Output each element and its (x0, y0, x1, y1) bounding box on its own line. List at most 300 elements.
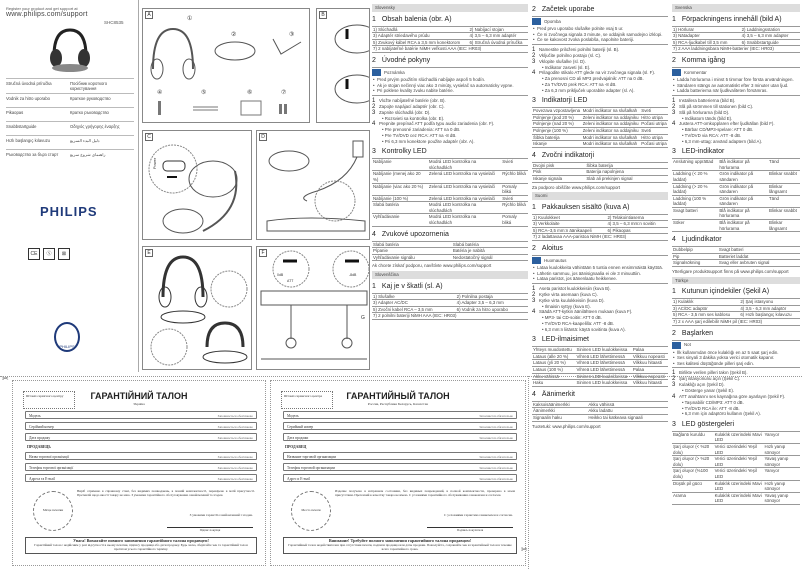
table-row (372, 313, 528, 320)
table-cell: 5) RCA–3,5 mm:n äänikaapeli (532, 227, 606, 234)
field-label: Дата продажу (29, 436, 51, 440)
table-cell: Nabíjanie (menej ako 20 %) (372, 171, 428, 183)
field-label: Адреса та E-mail (29, 477, 55, 481)
language-row (6, 78, 134, 93)
section-heading (672, 56, 800, 65)
form-field-shop-name[interactable] (25, 452, 257, 460)
table-cell: Akku ladattu (587, 408, 668, 415)
language-label: Snabbstartguide (6, 124, 37, 129)
step-text: Zapnite slúchadlá (obr. D). (379, 109, 431, 115)
section-heading (672, 287, 800, 296)
note-header (672, 342, 800, 349)
field-hint: Заполняется обязательно (479, 414, 513, 418)
table-cell: Rýchlo bliká (501, 171, 528, 183)
step-text: Kytke virta kuulokkeisiin (kuva D). (539, 297, 605, 303)
label-g: G (361, 315, 365, 321)
table-row (372, 293, 528, 300)
step-text: Slå på strömmen till stationen (bild C). (679, 103, 754, 109)
table-cell: Slabá batéria (372, 241, 452, 248)
support-url[interactable]: www.philips.com/support (6, 11, 88, 18)
info-table (372, 241, 528, 262)
warning-text: Гарантійний талон є недійсним у разі відсутності в ньому печатки, підпису продавця або дати продажу. Будь ласка, зберігайте чек та гарантійний талон протягом усього гарантійного терміну. (34, 543, 248, 552)
warranty-country: Україна (133, 402, 145, 406)
table-row (672, 299, 800, 306)
service-stamp-box: Штамп сервисного центра (281, 391, 333, 409)
table-cell: Anslutning upprättad (672, 159, 718, 171)
table-cell: Lataus (alle 20 %) (532, 353, 576, 360)
table-row (532, 380, 668, 387)
table-cell: Vyhľadávanie signálu (372, 254, 452, 261)
section-number: 4 (672, 236, 676, 244)
table-cell: Modrá LED kontrolka na slúchadlách (428, 159, 501, 171)
table-cell: 4) Adapter 3,5 – 6,3 mm (456, 300, 528, 307)
table-cell: Laddning (100 % laddat) (672, 195, 718, 207)
section-title: Začetek uporabe (541, 6, 595, 13)
form-field-shop-phone[interactable] (283, 463, 517, 471)
table-row (372, 300, 528, 307)
step-number: 3 (532, 297, 536, 304)
table-row (672, 26, 800, 33)
form-field-serial[interactable] (25, 422, 257, 430)
table-row (532, 221, 668, 228)
table-row (372, 26, 528, 33)
section-number: 4 (532, 390, 536, 398)
section-heading (372, 282, 528, 291)
agreement-text: З умовами гарантії ознайомлений і згоден. (189, 513, 253, 517)
table-cell: Yavaş yanıp sönüyor (763, 456, 800, 468)
column-slovenian-finnish (532, 2, 668, 567)
service-stamp-box: Штамп сервісного центру (23, 391, 75, 409)
info-table (372, 26, 528, 53)
cover-panel (0, 0, 138, 372)
step-text: • MP3- tai CD-soitin: ATT 0 dB. (542, 315, 602, 321)
step-number: 1 (372, 97, 376, 104)
step-item (372, 139, 528, 145)
step-text: Kulaklığı açın (Şekil D). (679, 382, 725, 388)
table-cell: Hitro utripa (640, 134, 668, 141)
table-cell: Svagt batteri (672, 207, 718, 219)
table-cell: Blinkar snabbt (768, 207, 800, 219)
table-cell: Nabíjanie (viac ako 20 %) (372, 183, 428, 195)
table-cell: Nedostatočný signál (452, 254, 528, 261)
step-text: Birlikte verilen pilleri takın (Şekil B). (679, 370, 748, 376)
note-icon (532, 18, 541, 25)
table-row (672, 220, 800, 232)
section-number: 3 (532, 336, 536, 344)
table-cell: 1) Kulaklık (672, 299, 739, 306)
info-table (532, 214, 668, 241)
step-text: • TV/DVD via RCA: ATT -8 dB. (682, 132, 742, 138)
table-cell: 2) Şarj istasyonu (739, 299, 800, 306)
section-heading (532, 203, 668, 212)
step-number: 2 (672, 103, 676, 110)
att-switch-illustration (257, 247, 369, 369)
info-table (672, 246, 800, 267)
warning-text: Гарантийный талон недействителен при отсутствии печати, подписи продавца или даты продажи. Пожалуйста, сохраняйте чек и гарантийный талон в течение всего гарантийного срока. (288, 543, 512, 552)
field-hint: Заповнюється обов'язково (217, 425, 253, 429)
table-row (532, 114, 668, 121)
section-title: Indikatorji LED (541, 97, 588, 105)
table-row (672, 312, 800, 319)
table-cell: Sininen LED kuulokkeissa (576, 347, 632, 354)
section-heading (532, 151, 668, 160)
section-title: Ljudindikator (681, 236, 722, 244)
step-text: Zapojte napájací adaptér (obr. C). (379, 103, 445, 109)
form-field-date[interactable] (283, 433, 517, 441)
table-cell: Haku (532, 380, 576, 387)
support-text: Tuotetuki: www.philips.com/support (532, 423, 601, 429)
table-row (672, 33, 800, 40)
step-text: • 6,3 mm:n liitäntä: käytä sovitinta (kuva A). (542, 326, 626, 332)
philips-shield-logo: PHILIPS (54, 322, 80, 352)
table-row (532, 121, 668, 128)
note-icon (672, 69, 681, 76)
table-cell: Pomaly bliká (501, 214, 528, 226)
form-field-shop-name[interactable] (283, 452, 517, 460)
table-cell: Modri indikator na slušalkah (582, 141, 641, 148)
language-label: Посібник короткого користування (70, 81, 108, 91)
figure-label: E (145, 249, 153, 257)
step-text: • Za prenosni CD ali MP3 predvajalnik: ATT na 0 dB. (542, 76, 644, 82)
figure-label: F (259, 249, 267, 257)
section-number: 3 (672, 148, 676, 156)
form-field-serial[interactable] (283, 422, 517, 430)
support-text: Za podporo obiščite www.philips.com/support (532, 184, 621, 190)
divider (138, 0, 139, 372)
language-row (6, 135, 134, 149)
note-item: • Če ni zvočnega signala 3 minute, se oddajnik samodejno izklopi. (532, 32, 668, 38)
note-list (372, 77, 528, 94)
step-number: 3 (672, 109, 676, 116)
power-switch-illustration (143, 131, 251, 239)
note-list (672, 77, 800, 94)
signature-line[interactable]: Подпись покупателя (427, 527, 513, 532)
table-cell: Nabíjanie (372, 159, 428, 171)
table-cell: Yanıyor (763, 468, 800, 480)
note-list (532, 26, 668, 43)
step-text: Slå på hörlurarna (bild D). (679, 109, 730, 115)
table-cell: Kaksoisäänimerkki (532, 401, 587, 408)
table-row (532, 141, 668, 148)
section-title: Kaj je v škatli (sl. A) (381, 282, 443, 290)
table-row (532, 360, 668, 367)
info-table (372, 158, 528, 227)
table-row (372, 33, 528, 40)
step-text: Installera batterierna (bild B). (679, 97, 736, 103)
table-row (532, 234, 668, 241)
field-label: Адрес и E-mail (287, 477, 310, 481)
language-label: Краткое руководство (70, 96, 111, 101)
register-text: Register your product and get support at (6, 6, 78, 11)
table-cell: Vihreä LED lähettimessä (576, 367, 632, 374)
note-item: • Ladda batterierna när ljudkvaliteten försämras. (672, 88, 800, 94)
note-icon (532, 257, 541, 264)
note-list (672, 350, 800, 367)
table-cell: Sveti (640, 108, 668, 115)
table-cell: 4) 3,5 – 6,3 mm adaptér (468, 33, 528, 40)
table-cell: Pomaly bliká (501, 183, 528, 195)
warranty-card-ua (12, 380, 266, 566)
language-label: دليل البدء السريع (70, 138, 100, 143)
table-cell: Kulaklık üzerindeki Mavi LED (714, 480, 762, 492)
form-field-model[interactable] (283, 411, 517, 419)
agreement-text: С условиями гарантии ознакомлен и согласен. (444, 513, 513, 517)
section-number: 3 (532, 97, 536, 105)
table-cell: Pip (672, 253, 718, 260)
table-cell: Počasi utripa (641, 141, 667, 147)
table-row (672, 171, 800, 183)
note-item: • Ladda hörlurarna i minst 5 timmar före första användningen. (672, 77, 800, 83)
table-cell: 5) Zvukový kábel RCA a 3,5 mm konektorom (372, 39, 468, 46)
table-cell: Šibka baterija (532, 134, 582, 141)
table-cell: Söker (672, 220, 718, 232)
section-number: 1 (372, 282, 376, 290)
item-number: ② (231, 32, 237, 38)
att-0db-label: 0dB (277, 273, 284, 277)
table-cell: Kulaklık üzerindeki Mavi LED (714, 431, 762, 443)
table-cell: Bağlantı kuruldu (672, 431, 714, 443)
step-number: 1 (672, 97, 676, 104)
table-cell: Povezava vzpostavljena (533, 108, 581, 114)
field-hint: Заполняется обязательно (479, 436, 513, 440)
section-title: Başlarken (681, 329, 714, 337)
table-cell: 5) RCA - 3,5 mm ses kablosu (672, 312, 739, 319)
step-item (532, 327, 668, 333)
table-cell: Verici üzerindeki Yeşil LED (714, 456, 764, 468)
field-label: Телефон торгової організації (29, 466, 74, 470)
info-table (672, 298, 800, 325)
table-cell: Akku vähissä (532, 373, 576, 380)
table-cell: Vilkkuu nopeasti (632, 353, 668, 360)
note-item: • Ses sinyali 3 dakika yoksa verici otomatik kapanır. (672, 355, 800, 361)
table-cell: Šibka baterija (585, 162, 668, 169)
step-text: • Rozsvieti sa kontrolka (obr. E). (382, 115, 445, 121)
language-label: Pikaopas (6, 110, 24, 115)
table-cell: Svag eller avbruten signal (718, 260, 800, 267)
power-connection-illustration (257, 131, 369, 239)
step-number: 1 (672, 370, 676, 377)
form-field-shop-phone[interactable] (25, 463, 257, 471)
figure-label: B (319, 11, 327, 19)
ce-mark-icon: CE (28, 248, 40, 260)
step-number: 1 (532, 285, 536, 292)
section-title: Aloitus (541, 245, 563, 253)
table-cell: 2) Nabíjací stojan (468, 26, 528, 33)
step-text: Aseta paristot kuulokkeisiin (kuva B). (539, 285, 611, 291)
support-text: Ak chcete získať podporu, navštívte www.philips.com/support (372, 263, 492, 269)
column-slovak (372, 2, 528, 374)
table-cell: Heikko tai katkeava signaali (587, 414, 668, 421)
table-cell: 3) Adapter AC/DC (372, 300, 456, 307)
warning-title: Внимание! Требуйте полного заполнения гарантийного талона продавцом! (328, 538, 472, 543)
info-table (672, 431, 800, 505)
step-text: Vključite polnilno postajo (sl. C). (539, 52, 602, 58)
note-item: • Pred prvo uporabo slušalke polnite vsaj 5 ur. (532, 26, 668, 32)
table-cell: Nabíjanie (100 %) (372, 195, 428, 202)
language-label: Hızlı başlangıç kılavuzu (6, 138, 50, 143)
section-heading (672, 15, 800, 24)
language-label: راهنمای شروع سریع (70, 152, 106, 157)
table-row (532, 162, 668, 169)
section-number: 1 (532, 203, 536, 211)
note-item: • İlk kullanımdan önce kulaklığı en az 5 saat şarj edin. (672, 350, 800, 356)
step-text: • Za 6,3 mm priključek uporabite adapter (sl. A). (542, 87, 635, 93)
section-heading (672, 235, 800, 244)
table-row (372, 39, 528, 46)
table-cell: Akku vähissä (587, 401, 668, 408)
language-row (6, 107, 134, 121)
section-number: 1 (672, 288, 676, 296)
note-box (372, 67, 528, 96)
table-cell: 1) Hörlurar (672, 26, 741, 33)
table-row (372, 183, 528, 195)
field-hint: Заповнюється обов'язково (217, 466, 253, 470)
note-icon (372, 69, 381, 76)
figure-f (256, 246, 370, 370)
table-row (532, 227, 668, 234)
note-list (532, 265, 668, 282)
table-cell: Modri indikator na slušalkah (582, 134, 641, 141)
language-label: Stručná úvodná príručka (6, 81, 52, 86)
table-cell: Vilkkuu hitaasti (632, 360, 668, 367)
form-field-date[interactable] (25, 433, 257, 441)
section-heading (372, 15, 528, 24)
step-number: 2 (672, 376, 676, 383)
table-cell: Vilkkuu nopeasti (632, 373, 668, 380)
figure-d (256, 130, 370, 240)
table-cell: Zeleni indikator na oddajniku (582, 114, 639, 120)
item-number: ⑥ (247, 90, 253, 96)
note-item: • Ses kalitesi düştüğünde pilleri şarj edin. (672, 361, 800, 367)
table-cell: Slabá batéria (452, 241, 528, 248)
table-row (372, 214, 528, 226)
note-label: Huomautus (544, 257, 567, 263)
step-number: 1 (532, 46, 536, 53)
table-row (372, 306, 528, 313)
table-cell: Modrá LED kontrolka na slúchadlách (428, 202, 501, 214)
acceptance-text: Изделие получено в исправном состоянии, без видимых повреждений, в полной комплектности, проверено в моем присутствии. Претензий к качеству товара не имею. С условиями гарантийного обслуживания ознакомлен и согласен. (335, 489, 515, 498)
table-row (372, 248, 528, 255)
language-row (6, 149, 134, 163)
section-title: Komma igång (681, 56, 726, 64)
headphones-image (40, 26, 100, 74)
table-cell: 2) Telakointiasema (606, 214, 668, 221)
language-label: Οδηγός γρήγορης έναρξης (70, 124, 120, 129)
table-row (672, 39, 800, 46)
table-cell: Yhteys muodostettu (532, 347, 576, 354)
table-cell: Polnjenje (nad 20 %) (532, 121, 582, 128)
table-row (532, 134, 668, 141)
form-field-address[interactable] (283, 474, 517, 482)
table-cell: Vyhľadávanie (372, 214, 428, 226)
table-cell: Modri indikator na slušalkah (582, 108, 641, 115)
note-item: • Lähetin sammuu, jos äänisignaalia ei ole 3 minuuttiin. (532, 271, 668, 277)
table-row (532, 214, 668, 221)
field-hint: Заповнюється обов'язково (217, 414, 253, 418)
table-cell: Signalsökning (672, 260, 718, 267)
table-cell: Tänd (768, 195, 800, 207)
note-icon (672, 342, 681, 349)
form-field-model[interactable] (25, 411, 257, 419)
table-cell: Slab ali prekinjen signal (585, 175, 668, 182)
table-cell: Palaa (632, 347, 668, 354)
table-row (532, 367, 668, 374)
acceptance-text: Виріб отримано в справному стані, без видимих пошкоджень, в повній комплектності, перевірено в моїй присутності. Претензій щодо якості товару не маю. З умовами гарантійного обслуговування ознайомлений та згоден. (77, 489, 255, 498)
step-text: • 6,3 mm için adaptörü kullanın (Şekil A). (682, 411, 761, 417)
table-row (672, 183, 800, 195)
power-label: Power (152, 157, 158, 170)
table-row (532, 347, 668, 354)
table-cell: Lataus (100 %) (532, 367, 576, 374)
section-number: 2 (672, 56, 676, 64)
table-cell: Sininen LED kuulokkeissa (576, 373, 632, 380)
section-title: LED göstergeleri (681, 420, 735, 428)
field-label: Название торговой организации (287, 455, 337, 459)
table-cell: Sininen LED kuulokkeissa (576, 380, 632, 387)
step-text: Şarj istasyonunu açın (Şekil C). (679, 376, 741, 382)
table-cell: Batéria je nabitá (452, 248, 528, 255)
signature-line[interactable]: Підпис покупця (167, 527, 253, 532)
table-cell: 1) Slušalke (372, 293, 456, 300)
table-cell: Dubbelpip (672, 247, 718, 254)
section-number: 2 (672, 329, 676, 337)
warranty-card-ru (270, 380, 526, 566)
step-text: Justera ATT-omkopplaren efter ljudkällan (bild F). (679, 121, 775, 127)
info-table (672, 158, 800, 232)
step-number: 4 (372, 121, 376, 128)
language-section-band: Suomi (532, 192, 668, 200)
step-number: 4 (672, 393, 676, 400)
table-row (672, 260, 800, 267)
table-row (672, 253, 800, 260)
section-title: Obsah balenia (obr. A) (381, 15, 452, 23)
table-cell: Hızlı yanıp sönüyor (763, 443, 800, 455)
table-cell: 1) Kuulokkeet (532, 214, 606, 221)
table-row (532, 127, 668, 134)
table-row (672, 480, 800, 492)
column-swedish-turkish (672, 2, 800, 567)
section-number: 3 (672, 420, 676, 428)
step-item (672, 411, 800, 417)
table-cell: 3) AC/DC adaptör (672, 305, 739, 312)
language-label: Ръководство за бърз старт (6, 152, 59, 157)
language-label: Кратко ръководство (70, 110, 109, 115)
section-heading (372, 230, 528, 239)
form-field-address[interactable] (25, 474, 257, 482)
table-row (372, 195, 528, 202)
step-text: Säädä ATT-kytkin äänilähteen mukaan (kuva F). (539, 309, 633, 315)
step-number: 2 (532, 291, 536, 298)
section-title: Kontrolky LED (381, 148, 427, 156)
field-hint: Заполняется обязательно (479, 455, 513, 459)
step-text: • Ilmaisin syttyy (kuva E). (542, 303, 591, 309)
table-row (532, 408, 668, 415)
table-cell: Blinkar långsamt (768, 220, 800, 232)
step-number: 4 (532, 70, 536, 77)
figure-c (142, 130, 252, 240)
note-header (672, 69, 800, 76)
warning-box (25, 537, 257, 554)
warning-box (283, 537, 517, 554)
table-cell: Zelená LED kontrolka na vysielači (428, 183, 501, 195)
table-row (672, 207, 800, 219)
field-hint: Заполняется обязательно (479, 425, 513, 429)
table-cell: Vilkkuu hitaasti (632, 380, 668, 387)
step-text: • TV/DVD RCA-kaapelilla: ATT -8 dB. (542, 321, 615, 327)
att-8db-label: -8dB (349, 273, 357, 277)
table-row (532, 401, 668, 408)
note-item: • Ak je stojan nečinný viac ako 3 minúty, vysielač sa automaticky vypne. (372, 83, 528, 89)
